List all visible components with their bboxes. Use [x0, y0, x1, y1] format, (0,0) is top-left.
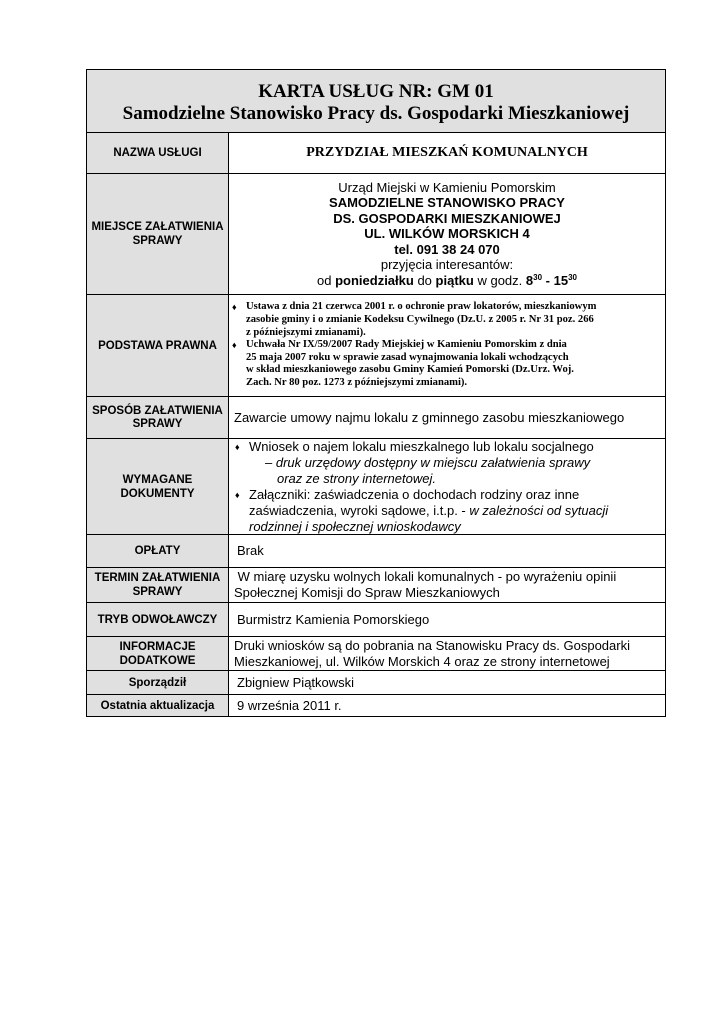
termin-line1: W miarę uzysku wolnych lokali komunalnych - po wyrażeniu opinii	[234, 569, 617, 584]
card-title: KARTA USŁUG NR: GM 01	[258, 81, 494, 102]
podstawa-item1-line3: z późniejszymi zmianami).	[246, 326, 366, 338]
row-miejsce	[87, 173, 665, 294]
bullet-icon: ♦	[232, 302, 237, 313]
bullet-icon: ♦	[235, 441, 240, 452]
podstawa-item-1	[232, 301, 660, 339]
label-informacje: INFORMACJE DODATKOWE	[87, 637, 229, 670]
hours-start-min: 30	[533, 272, 543, 282]
value-nazwa: PRZYDZIAŁ MIESZKAŃ KOMUNALNYCH	[306, 145, 588, 160]
hours-day2: piątku	[435, 272, 474, 288]
podstawa-item2-line1: Uchwała Nr IX/59/2007 Rady Miejskiej w Kamieniu Pomorskim z dnia	[246, 339, 567, 351]
value-sporzadzil: Zbigniew Piątkowski	[237, 674, 355, 690]
wymagane-item2-line3: rodzinnej i społecznej wnioskodawcy	[249, 518, 461, 534]
podstawa-item2-line2: 25 maja 2007 roku w sprawie zasad wynajmowania lokali wchodzących	[246, 351, 569, 363]
label-aktualizacja: Ostatnia aktualizacja	[87, 695, 229, 716]
bullet-icon: ♦	[232, 340, 237, 351]
wymagane-item2-line2b: w zależności od sytuacji	[469, 502, 609, 518]
miejsce-line1: Urząd Miejski w Kamieniu Pomorskim	[338, 179, 556, 195]
podstawa-item1-line1: Ustawa z dnia 21 czerwca 2001 r. o ochronie praw lokatorów, mieszkaniowym	[246, 301, 597, 313]
miejsce-line2: SAMODZIELNE STANOWISKO PRACY	[329, 195, 565, 211]
row-nazwa	[87, 133, 665, 173]
label-termin: TERMIN ZAŁATWIENIA SPRAWY	[87, 568, 229, 602]
podstawa-item1-line2: zasobie gminy i o zmianie Kodeksu Cywilnego (Dz.U. z 2005 r. Nr 31 poz. 266	[246, 314, 594, 326]
hours-end: 15	[553, 272, 569, 288]
value-miejsce	[229, 174, 665, 294]
row-sporzadzil	[87, 670, 665, 694]
podstawa-item2-line4: Zach. Nr 80 poz. 1273 z późniejszymi zmianami).	[246, 376, 468, 388]
value-aktualizacja: 9 września 2011 r.	[237, 697, 342, 713]
card-header	[87, 70, 665, 133]
bullet-icon: ♦	[235, 489, 240, 500]
wymagane-item2-line2	[249, 503, 608, 519]
hours-do: do	[417, 272, 432, 288]
label-wymagane: WYMAGANE DOKUMENTY	[87, 439, 229, 534]
row-informacje	[87, 636, 665, 670]
wymagane-item2-line1: Załączniki: zaświadczenia o dochodach rodziny oraz inne	[249, 486, 580, 502]
label-podstawa: PODSTAWA PRAWNA	[87, 295, 229, 396]
podstawa-item-2	[232, 339, 660, 389]
miejsce-phone: tel. 091 38 24 070	[394, 241, 500, 257]
row-podstawa	[87, 294, 665, 396]
value-oplaty: Brak	[237, 543, 264, 558]
row-oplaty	[87, 534, 665, 567]
wymagane-item-1	[235, 439, 660, 487]
service-card	[86, 69, 666, 717]
value-sposob: Zawarcie umowy najmu lokalu z gminnego zasobu mieszkaniowego	[234, 409, 625, 425]
hours-start: 8	[525, 272, 534, 288]
informacje-line2: Mieszkaniowej, ul. Wilków Morskich 4 oraz ze strony internetowej	[234, 653, 610, 669]
miejsce-hours	[234, 273, 660, 289]
value-termin	[229, 568, 665, 602]
value-tryb: Burmistrz Kamienia Pomorskiego	[237, 611, 430, 627]
termin-line2: Społecznej Komisji do Spraw Mieszkaniowych	[234, 585, 500, 600]
row-sposob	[87, 396, 665, 438]
label-nazwa: NAZWA USŁUGI	[87, 133, 229, 173]
hours-w: w godz.	[477, 272, 523, 288]
miejsce-line6: przyjęcia interesantów:	[380, 257, 514, 273]
label-miejsce: MIEJSCE ZAŁATWIENIA SPRAWY	[87, 174, 229, 294]
miejsce-address: UL. WILKÓW MORSKICH 4	[364, 226, 530, 242]
label-sposob: SPOSÓB ZAŁATWIENIA SPRAWY	[87, 397, 229, 438]
value-wymagane	[229, 439, 665, 534]
label-sporzadzil: Sporządził	[87, 671, 229, 694]
row-aktualizacja	[87, 694, 665, 716]
wymagane-item2-line2a: zaświadczenia, wyroki sądowe, i.t.p. -	[249, 502, 466, 518]
value-podstawa	[229, 295, 665, 396]
value-informacje	[229, 637, 665, 670]
hours-day1: poniedziałku	[335, 272, 414, 288]
card-subtitle: Samodzielne Stanowisko Pracy ds. Gospodarki Mieszkaniowej	[122, 103, 630, 124]
hours-sep: -	[542, 272, 554, 288]
wymagane-item1-line1: Wniosek o najem lokalu mieszkalnego lub lokalu socjalnego	[249, 438, 594, 454]
label-tryb: TRYB ODWOŁAWCZY	[87, 603, 229, 636]
wymagane-item1-line2: – druk urzędowy dostępny w miejscu załatwienia sprawy	[265, 454, 591, 470]
wymagane-item1-line3: oraz ze strony internetowej.	[277, 470, 436, 486]
hours-end-min: 30	[568, 272, 577, 282]
hours-od: od	[317, 272, 332, 288]
row-wymagane	[87, 438, 665, 534]
informacje-line1: Druki wniosków są do pobrania na Stanowisku Pracy ds. Gospodarki	[234, 637, 630, 653]
miejsce-line3: DS. GOSPODARKI MIESZKANIOWEJ	[333, 210, 561, 226]
row-tryb	[87, 602, 665, 636]
row-termin	[87, 567, 665, 602]
wymagane-item-2	[235, 487, 660, 535]
podstawa-item2-line3: w skład mieszkaniowego zasobu Gminy Kamień Pomorski (Dz.Urz. Woj.	[246, 364, 574, 376]
label-oplaty: OPŁATY	[87, 535, 229, 567]
